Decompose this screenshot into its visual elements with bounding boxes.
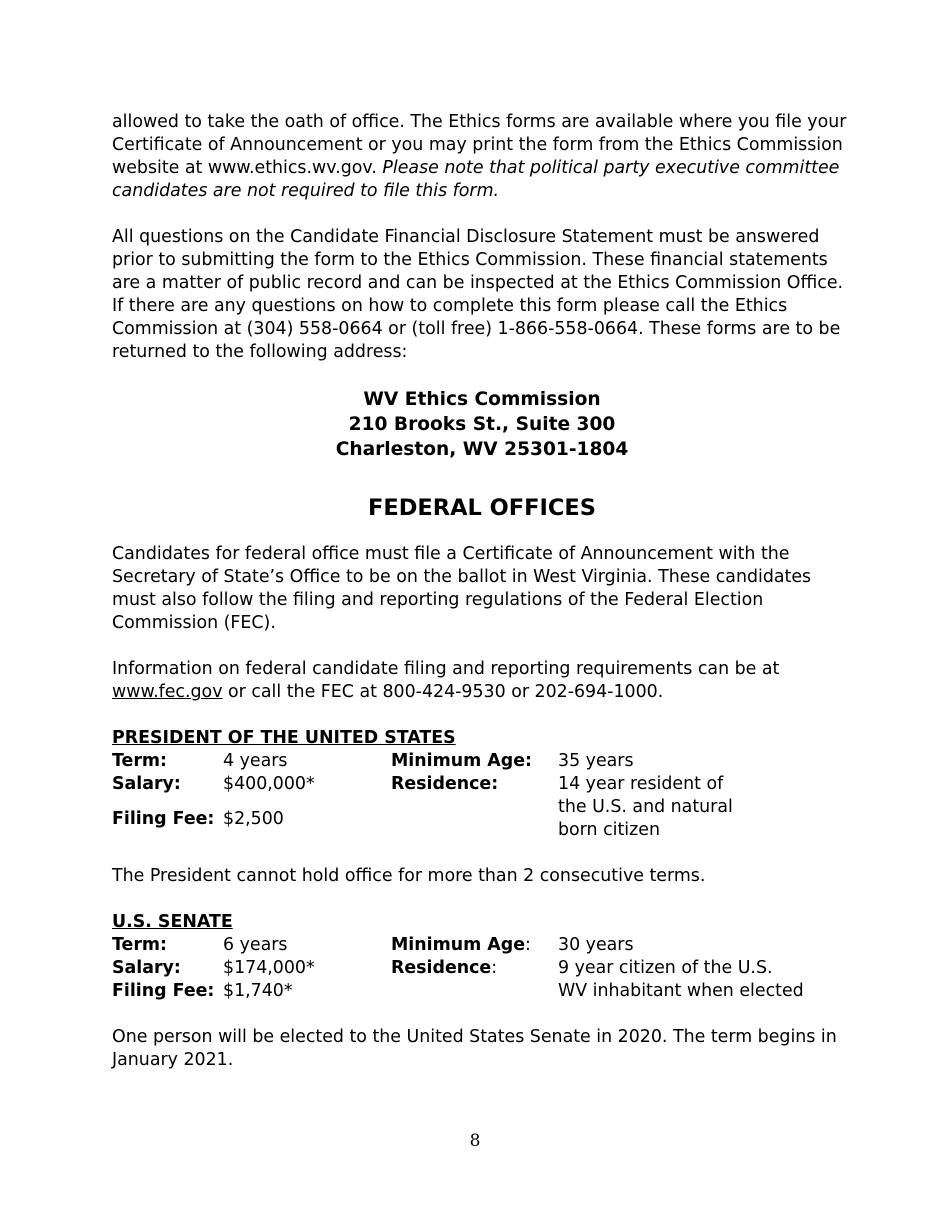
empty-cell bbox=[391, 980, 558, 1003]
salary-label: Salary: bbox=[112, 774, 181, 794]
president-term-note: The President cannot hold office for more than 2 consecutive terms. bbox=[112, 866, 706, 886]
senate-details-table bbox=[112, 934, 804, 1003]
fec-website-link[interactable]: www.fec.gov bbox=[112, 682, 223, 702]
senate-row-salary bbox=[112, 957, 804, 980]
minimum-age-value: 30 years bbox=[558, 935, 634, 955]
salary-label: Salary: bbox=[112, 958, 181, 978]
address-line-2: 210 Brooks St., Suite 300 bbox=[348, 414, 616, 435]
ethics-forms-note: Please note that political party executive committee candidates are not required to file this form. bbox=[112, 158, 840, 201]
colon: : bbox=[525, 935, 531, 955]
minimum-age-label: Minimum Age: bbox=[391, 751, 532, 771]
address-line-1: WV Ethics Commission bbox=[363, 389, 601, 410]
filing-fee-value: $1,740* bbox=[223, 981, 293, 1001]
fec-info-text: Information on federal candidate filing and reporting requirements can be at bbox=[112, 659, 780, 679]
ethics-forms-text: allowed to take the oath of office. The Ethics forms are available where you file your Certificate of Announcement or you may print the form from the Ethics Commission website at www.ethics.wv.gov. bbox=[112, 112, 847, 178]
federal-candidates-paragraph: Candidates for federal office must file a Certificate of Announcement with the Secretary of State’s Office to be on the ballot in West Virginia. These candidates must also follow the filing and reporting regulations of the Federal Election Commission (FEC). bbox=[112, 544, 812, 633]
address-line-3: Charleston, WV 25301-1804 bbox=[335, 439, 629, 460]
fec-info-paragraph bbox=[112, 658, 852, 704]
president-row-salary bbox=[112, 773, 753, 808]
residence-value: 14 year resident of the U.S. and natural born citizen bbox=[558, 774, 733, 840]
page-number: 8 bbox=[469, 1131, 481, 1151]
senate-election-note: One person will be elected to the United States Senate in 2020. The term begins in January 2021. bbox=[112, 1027, 837, 1070]
salary-value: $174,000* bbox=[223, 958, 315, 978]
minimum-age-label bbox=[391, 934, 558, 957]
minimum-age-value: 35 years bbox=[558, 751, 634, 771]
salary-value: $400,000* bbox=[223, 774, 315, 794]
federal-offices-heading: FEDERAL OFFICES bbox=[367, 495, 597, 521]
document-page bbox=[112, 111, 852, 1072]
ethics-address-block bbox=[112, 387, 852, 462]
fec-phone-text: or call the FEC at 800-424-9530 or 202-694-1000. bbox=[222, 682, 664, 702]
financial-disclosure-paragraph: All questions on the Candidate Financial Disclosure Statement must be answered prior to submitting the form to the Ethics Commission. These financial statements are a matter of public record and can be inspected at the Ethics Commission Office. If there are any questions on how to complete this form please call the Ethics Commission at (304) 558-0664 or (toll free) 1-866-558-0664. These forms are to be returned to the following address: bbox=[112, 227, 844, 362]
filing-fee-label: Filing Fee: bbox=[112, 981, 215, 1001]
president-section-title: PRESIDENT OF THE UNITED STATES bbox=[112, 728, 456, 748]
residence-label: Residence: bbox=[391, 774, 499, 794]
senate-section-title: U.S. SENATE bbox=[112, 912, 233, 932]
term-value: 4 years bbox=[223, 751, 288, 771]
term-value: 6 years bbox=[223, 935, 288, 955]
residence-value-1: 9 year citizen of the U.S. bbox=[558, 958, 773, 978]
term-label: Term: bbox=[112, 935, 167, 955]
term-label: Term: bbox=[112, 751, 167, 771]
ethics-forms-paragraph bbox=[112, 111, 852, 203]
residence-label-text: Residence bbox=[391, 958, 492, 978]
president-details-table bbox=[112, 750, 753, 842]
residence-label bbox=[391, 957, 558, 980]
filing-fee-value: $2,500 bbox=[223, 808, 284, 829]
minimum-age-label-text: Minimum Age bbox=[391, 935, 525, 955]
colon: : bbox=[491, 958, 498, 978]
filing-fee-label: Filing Fee: bbox=[112, 808, 215, 829]
senate-row-fee bbox=[112, 980, 804, 1003]
senate-row-term bbox=[112, 934, 804, 957]
president-row-term bbox=[112, 750, 753, 773]
empty-cell bbox=[391, 808, 558, 843]
residence-value-2: WV inhabitant when elected bbox=[558, 981, 804, 1001]
